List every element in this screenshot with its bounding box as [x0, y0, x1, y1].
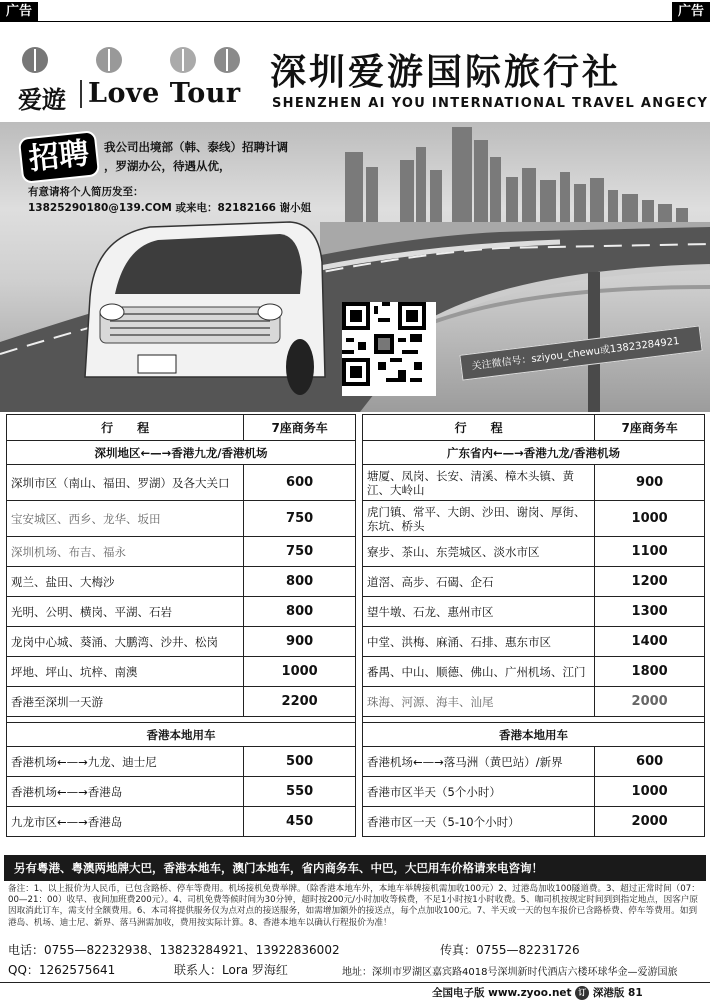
logo-divider — [80, 80, 82, 108]
section-title: 深圳地区←—→香港九龙/香港机场 — [7, 441, 356, 465]
logo-circles-icon — [18, 47, 248, 77]
table-row: 香港至深圳一天游 2200 — [7, 687, 356, 717]
notes-text: 备注：1、以上报价为人民币，已包含路桥、停车等费用。机场接机免费举牌。（除香港本地车外，本地车举牌接机需加收100元）2、过港岛加收100隧道费。3、超过正常时间（07：00—21：00）收早、夜间加班费200元）。4、司机免费等候时间为30分钟，超时按200元/小时加收等候费，不足1小时按1小时收费。5、咖司机按规定时间到到指定地点，因客户原因取消此订车，需支付全额费用。6、本司将提供服务仅为点对点的接送服务，如需增加额外的接送点，每个点加收100元。7、半天或一天的包车报价已含路桥费、停车等费用。如到港岛、机场、迪士尼、新界、落马洲需加收，费用按实际计算。8、香港本地车以确认行程报价为准！ — [8, 884, 700, 928]
table-row: 虎门镇、常平、大朗、沙田、谢岗、厚街、东坑、桥头 1000 — [363, 501, 705, 537]
table-row: 光明、公明、横岗、平湖、石岩 800 — [7, 597, 356, 627]
table-row: 中堂、洪梅、麻涌、石排、惠东市区 1400 — [363, 627, 705, 657]
ad-label-right: 广告 — [672, 2, 710, 22]
page-number: 81 — [628, 987, 643, 999]
table-row: 九龙市区←—→香港岛 450 — [7, 807, 356, 837]
edition-link[interactable]: 全国电子版 www.zyoo.net — [432, 987, 572, 999]
table-row: 道滘、高步、石碣、企石 1200 — [363, 567, 705, 597]
route-header: 行 程 — [363, 415, 595, 441]
table-row: 珠海、河源、海丰、汕尾 2000 — [363, 687, 705, 717]
table-row: 香港市区半天（5个小时） 1000 — [363, 777, 705, 807]
resume-contact: 13825290180@139.COM 或来电：82182166 谢小姐 — [28, 202, 312, 214]
table-row: 深圳机场、布吉、福永 750 — [7, 537, 356, 567]
table-row: 香港机场←—→九龙、迪士尼 500 — [7, 747, 356, 777]
table-row: 宝安城区、西乡、龙华、坂田 750 — [7, 501, 356, 537]
resume-intro: 有意请将个人简历发至： — [28, 186, 144, 198]
table-row: 观兰、盐田、大梅沙 800 — [7, 567, 356, 597]
badge-icon: 订 — [575, 986, 589, 1000]
table-row: 龙岗中心城、葵涌、大鹏湾、沙井、松岗 900 — [7, 627, 356, 657]
table-row: 望牛墩、石龙、惠州市区 1300 — [363, 597, 705, 627]
more-services-bar: 另有粤港、粤澳两地牌大巴，香港本地车，澳门本地车，省内商务车、中巴，大巴用车价格请来电咨询！ — [4, 855, 706, 881]
top-divider — [0, 21, 710, 22]
table-row: 香港机场←—→落马洲（黄巴站）/新界 600 — [363, 747, 705, 777]
address: 地址：深圳市罗湖区嘉宾路4018号深圳新时代酒店六楼环球华金—爱游国旅 — [342, 967, 678, 978]
qq-number: QQ：1262575641 — [8, 963, 116, 977]
table-row: 番禺、中山、顺德、佛山、广州机场、江门 1800 — [363, 657, 705, 687]
table-row: 寮步、茶山、东莞城区、淡水市区 1100 — [363, 537, 705, 567]
logo-english: Love Tour — [88, 78, 241, 109]
price-table-shenzhen — [6, 414, 356, 837]
table-row: 香港机场←—→香港岛 550 — [7, 777, 356, 807]
section-title: 香港本地用车 — [7, 723, 356, 747]
hiring-text: 我公司出境部（韩、泰线）招聘计调 ，罗湖办公，待遇从优， — [104, 140, 288, 173]
table-row: 坪地、坪山、坑梓、南澳 1000 — [7, 657, 356, 687]
vehicle-header: 7座商务车 — [595, 415, 705, 441]
section-name: 深港版 — [592, 987, 625, 999]
agency-header — [0, 30, 710, 120]
agency-name-chinese: 深圳爱游国际旅行社 — [270, 52, 622, 93]
fax-number: 传真：0755—82231726 — [440, 943, 580, 957]
vehicle-header: 7座商务车 — [244, 415, 356, 441]
table-row: 塘厦、凤岗、长安、清溪、樟木头镇、黄江、大岭山 900 — [363, 465, 705, 501]
promo-banner — [0, 122, 710, 412]
agency-name-english: SHENZHEN AI YOU INTERNATIONAL TRAVEL ANGECY — [272, 96, 709, 111]
route-header: 行 程 — [7, 415, 244, 441]
page-footer — [432, 985, 643, 1000]
ad-label-left: 广告 — [0, 2, 38, 22]
section-title: 香港本地用车 — [363, 723, 705, 747]
footer-divider — [0, 982, 710, 983]
hiring-badge: 招聘 — [18, 130, 100, 184]
logo-chinese: 爱遊 — [18, 85, 66, 114]
phone-numbers: 电话：0755—82232938、13823284921、13922836002 — [8, 943, 340, 957]
table-row: 深圳市区（南山、福田、罗湖）及各大关口 600 — [7, 465, 356, 501]
price-table-guangdong — [362, 414, 705, 837]
qr-code-icon[interactable] — [342, 302, 436, 396]
contact-person: 联系人：Lora 罗海红 — [174, 963, 288, 977]
table-row: 香港市区一天（5-10个小时） 2000 — [363, 807, 705, 837]
section-title: 广东省内←—→香港九龙/香港机场 — [363, 441, 705, 465]
wechat-sign: 关注微信号：sziyou_chewu或13823284921 — [459, 325, 702, 380]
